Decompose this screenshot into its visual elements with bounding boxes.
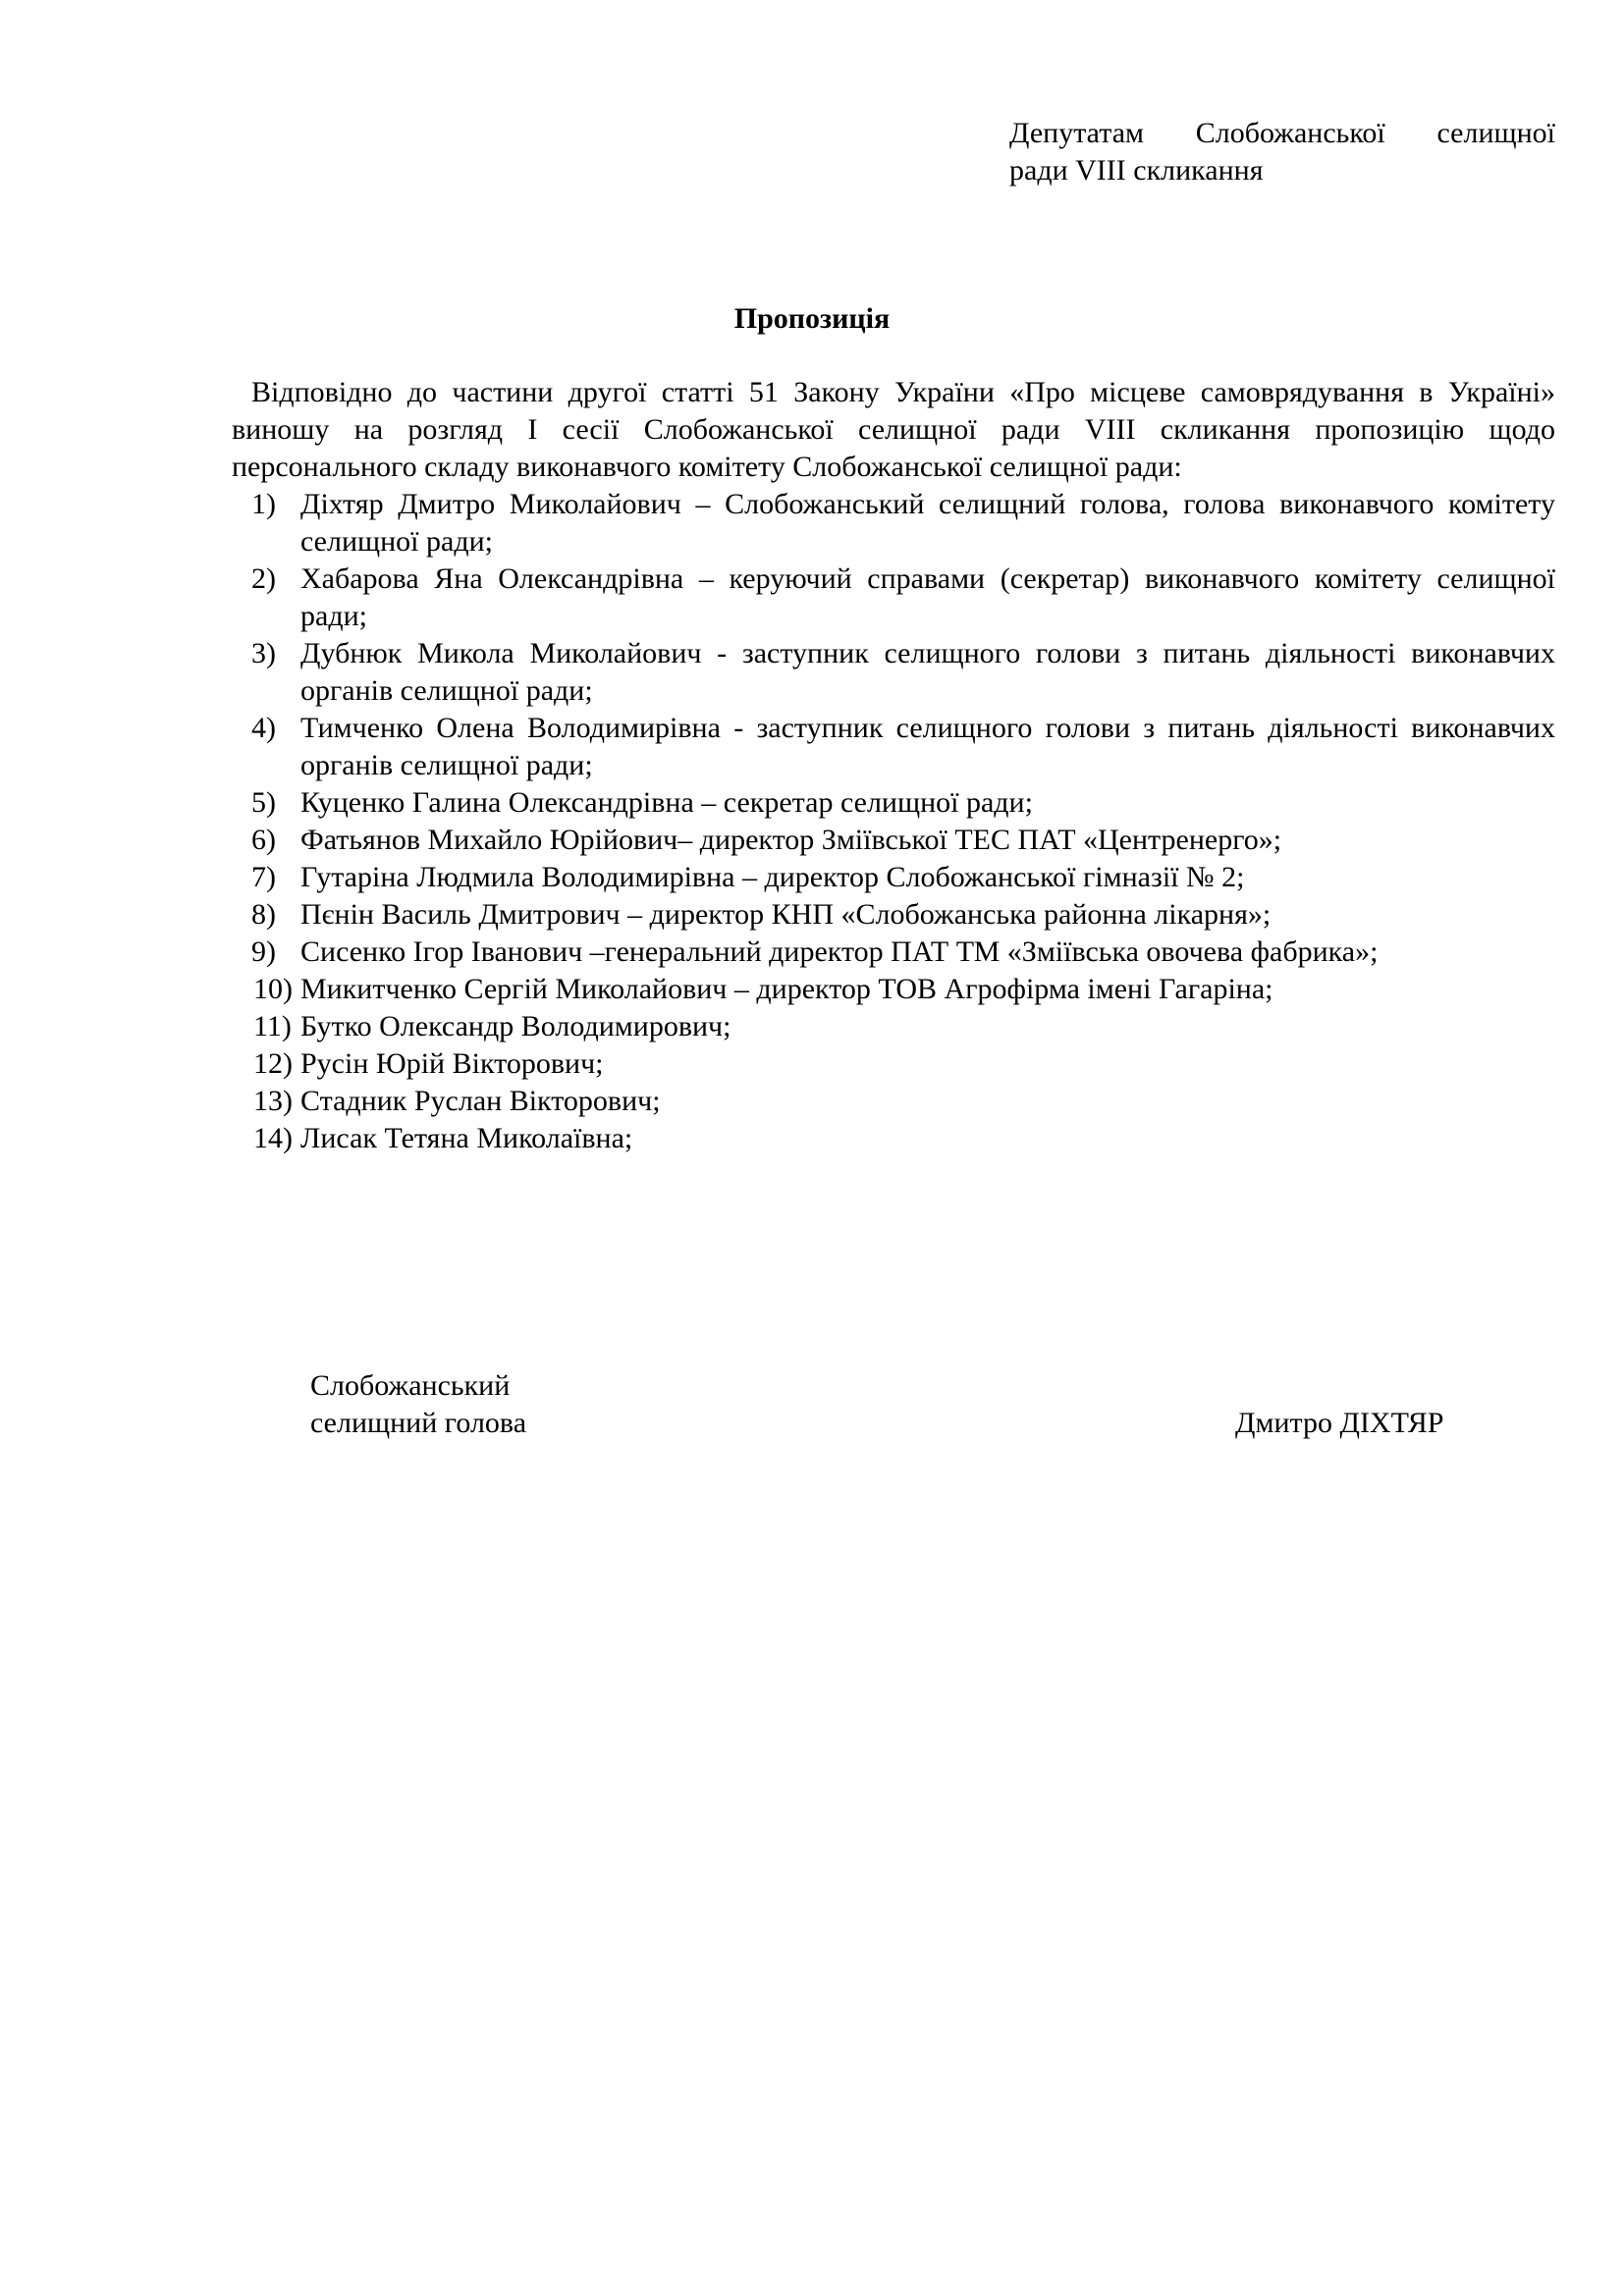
list-item [232, 561, 1555, 635]
list-item-number: 14) [253, 1122, 293, 1154]
list-item [232, 822, 1555, 859]
list-item-text: Хабарова Яна Олександрівна – керуючий справами (секретар) виконавчого комітету селищної ради; [300, 562, 1555, 632]
list-item-text: Микитченко Сергій Миколайович – директор ТОВ Агрофірма імені Гагаріна; [300, 973, 1273, 1005]
list-item-number: 7) [251, 861, 276, 893]
document-title: Пропозиція [733, 302, 891, 335]
list-item [232, 971, 1555, 1008]
signatory-position [310, 1367, 526, 1442]
list-item-text: Сисенко Ігор Іванович –генеральний директор ПАТ ТМ «Зміївська овочева фабрика»; [300, 935, 1379, 968]
list-item-text: Лисак Тетяна Миколаївна; [300, 1122, 633, 1154]
list-item-text: Куценко Галина Олександрівна – секретар селищної ради; [300, 786, 1033, 819]
list-item [232, 1008, 1555, 1045]
list-item-number: 10) [253, 973, 293, 1005]
members-list [232, 486, 1555, 1157]
list-item [232, 710, 1555, 784]
list-item-number: 8) [251, 898, 276, 931]
list-item-text: Тимченко Олена Володимирівна - заступник селищного голови з питань діяльності виконавчих органів селищної ради; [300, 712, 1555, 781]
list-item [232, 896, 1555, 934]
signatory-position-line-1: Слобожанський [310, 1369, 511, 1402]
list-item-number: 4) [251, 712, 276, 744]
addressee-block [1009, 115, 1555, 189]
list-item [232, 1045, 1555, 1083]
list-item-number: 11) [253, 1010, 292, 1042]
addressee-line-1: Депутатам Слобожанської селищної [1009, 117, 1555, 149]
list-item-text: Діхтяр Дмитро Миколайович – Слобожанський селищний голова, голова виконавчого комітету селищної ради; [300, 488, 1555, 558]
list-item-text: Фатьянов Михайло Юрійович– директор Зміївської ТЕС ПАТ «Центренерго»; [300, 824, 1282, 856]
list-item-text: Пєнін Василь Дмитрович – директор КНП «Слобожанська районна лікарня»; [300, 898, 1272, 931]
list-item-number: 5) [251, 786, 276, 819]
list-item-number: 13) [253, 1085, 293, 1117]
list-item [232, 635, 1555, 710]
list-item-text: Бутко Олександр Володимирович; [300, 1010, 731, 1042]
list-item [232, 859, 1555, 896]
addressee-line-2: ради VIII скликання [1009, 154, 1264, 187]
list-item [232, 1120, 1555, 1157]
list-item-text: Дубнюк Микола Миколайович - заступник селищного голови з питань діяльності виконавчих органів селищної ради; [300, 637, 1555, 707]
list-item-number: 1) [251, 488, 276, 520]
list-item [232, 784, 1555, 822]
list-item-number: 6) [251, 824, 276, 856]
list-item-text: Стадник Руслан Вікторович; [300, 1085, 661, 1117]
signatory-name: Дмитро ДІХТЯР [1235, 1407, 1444, 1439]
list-item [232, 1083, 1555, 1120]
intro-paragraph: Відповідно до частини другої статті 51 Закону України «Про місцеве самоврядування в Україні» виношу на розгляд І сесії Слобожанської селищної ради VIII скликання пропозицію щодо персонального складу виконавчого комітету Слобожанської селищної ради: [232, 376, 1555, 483]
list-item-text: Русін Юрій Вікторович; [300, 1047, 604, 1080]
list-item-number: 2) [251, 562, 276, 595]
list-item-number: 9) [251, 935, 276, 968]
list-item [232, 486, 1555, 561]
list-item-number: 12) [253, 1047, 293, 1080]
list-item-number: 3) [251, 637, 276, 669]
list-item [232, 934, 1555, 971]
list-item-text: Гутаріна Людмила Володимирівна – директор Слобожанської гімназії № 2; [300, 861, 1245, 893]
signatory-position-line-2: селищний голова [310, 1407, 527, 1439]
